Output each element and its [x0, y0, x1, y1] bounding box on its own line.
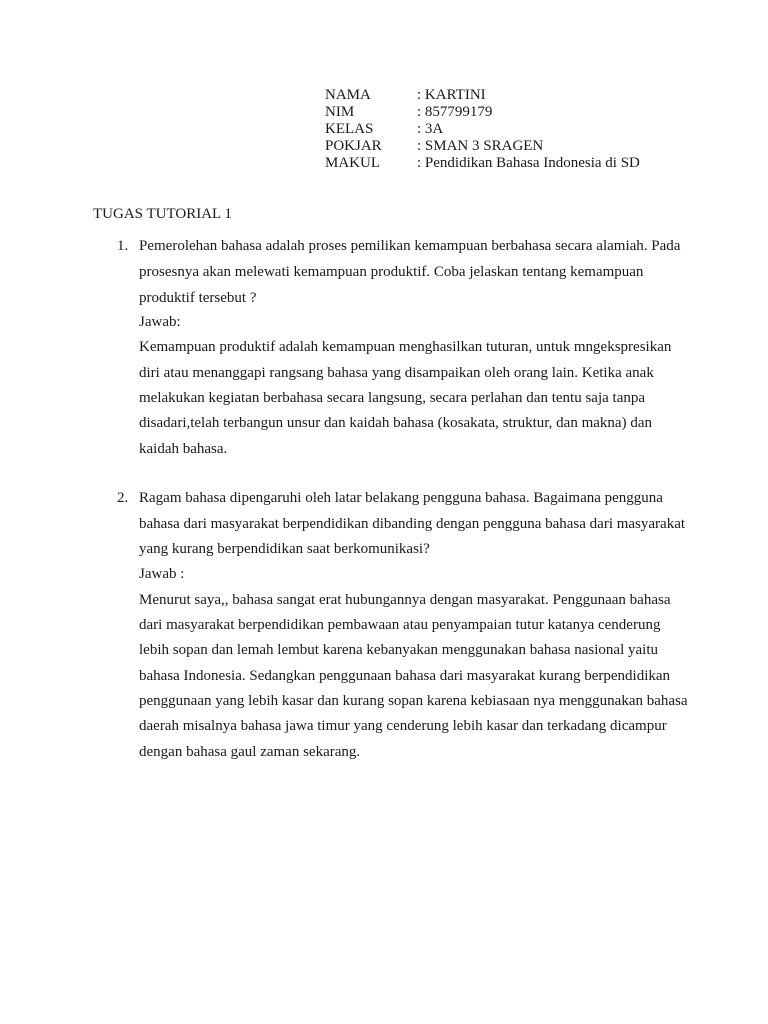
answer-line: diri atau menanggapi rangsang bahasa yang disampaikan oleh orang lain. Ketika anak	[139, 365, 654, 381]
header-value-makul: : Pendidikan Bahasa Indonesia di SD	[417, 155, 640, 171]
header-key-makul: MAKUL	[325, 155, 380, 171]
answer-line: daerah misalnya bahasa jawa timur yang cenderung lebih kasar dan terkadang dicampur	[139, 718, 667, 734]
header-value-nim: : 857799179	[417, 104, 493, 120]
answer-line: Kemampuan produktif adalah kemampuan menghasilkan tuturan, untuk mngekspresikan	[139, 339, 672, 355]
question-line: prosesnya akan melewati kemampuan produktif. Coba jelaskan tentang kemampuan	[139, 264, 644, 280]
question-line: produktif tersebut ?	[139, 290, 257, 306]
answer-line: melakukan kegiatan berbahasa secara langsung, secara perlahan dan tentu saja tanpa	[139, 390, 646, 406]
answer-label: Jawab:	[139, 314, 181, 330]
question-line: Pemerolehan bahasa adalah proses pemilikan kemampuan berbahasa secara alamiah. Pada	[139, 238, 681, 254]
document-title: TUGAS TUTORIAL 1	[93, 206, 232, 222]
header-key-nama: NAMA	[325, 87, 371, 103]
question-line: Ragam bahasa dipengaruhi oleh latar belakang pengguna bahasa. Bagaimana pengguna	[139, 490, 663, 506]
answer-label: Jawab :	[139, 566, 185, 582]
question-line: yang kurang berpendidikan saat berkomunikasi?	[139, 541, 430, 557]
header-value-pokjar: : SMAN 3 SRAGEN	[417, 138, 544, 154]
header-value-kelas: : 3A	[417, 121, 444, 137]
header-key-nim: NIM	[325, 104, 355, 120]
question-line: bahasa dari masyarakat berpendidikan dibanding dengan pengguna bahasa dari masyarakat	[139, 516, 686, 532]
answer-line: bahasa Indonesia. Sedangkan penggunaan bahasa dari masyarakat kurang berpendidikan	[139, 668, 671, 684]
header-key-pokjar: POKJAR	[325, 138, 382, 154]
question-number: 1.	[117, 238, 129, 254]
answer-line: penggunaan yang lebih kasar dan kurang sopan karena kebiasaan nya menggunakan bahasa	[139, 693, 688, 709]
answer-line: Menurut saya,, bahasa sangat erat hubungannya dengan masyarakat. Penggunaan bahasa	[139, 592, 671, 608]
header-key-kelas: KELAS	[325, 121, 374, 137]
question-number: 2.	[117, 490, 129, 506]
answer-line: dari masyarakat berpendidikan pembawaan atau penyampaian tutur katanya cenderung	[139, 617, 661, 633]
answer-line: dengan bahasa gaul zaman sekarang.	[139, 744, 361, 760]
answer-line: disadari,telah terbangun unsur dan kaidah bahasa (kosakata, struktur, dan makna) dan	[139, 415, 652, 431]
header-value-nama: : KARTINI	[417, 87, 486, 103]
answer-line: lebih sopan dan lemah lembut karena kebanyakan menggunakan bahasa nasional yaitu	[139, 642, 658, 658]
answer-line: kaidah bahasa.	[139, 441, 228, 457]
